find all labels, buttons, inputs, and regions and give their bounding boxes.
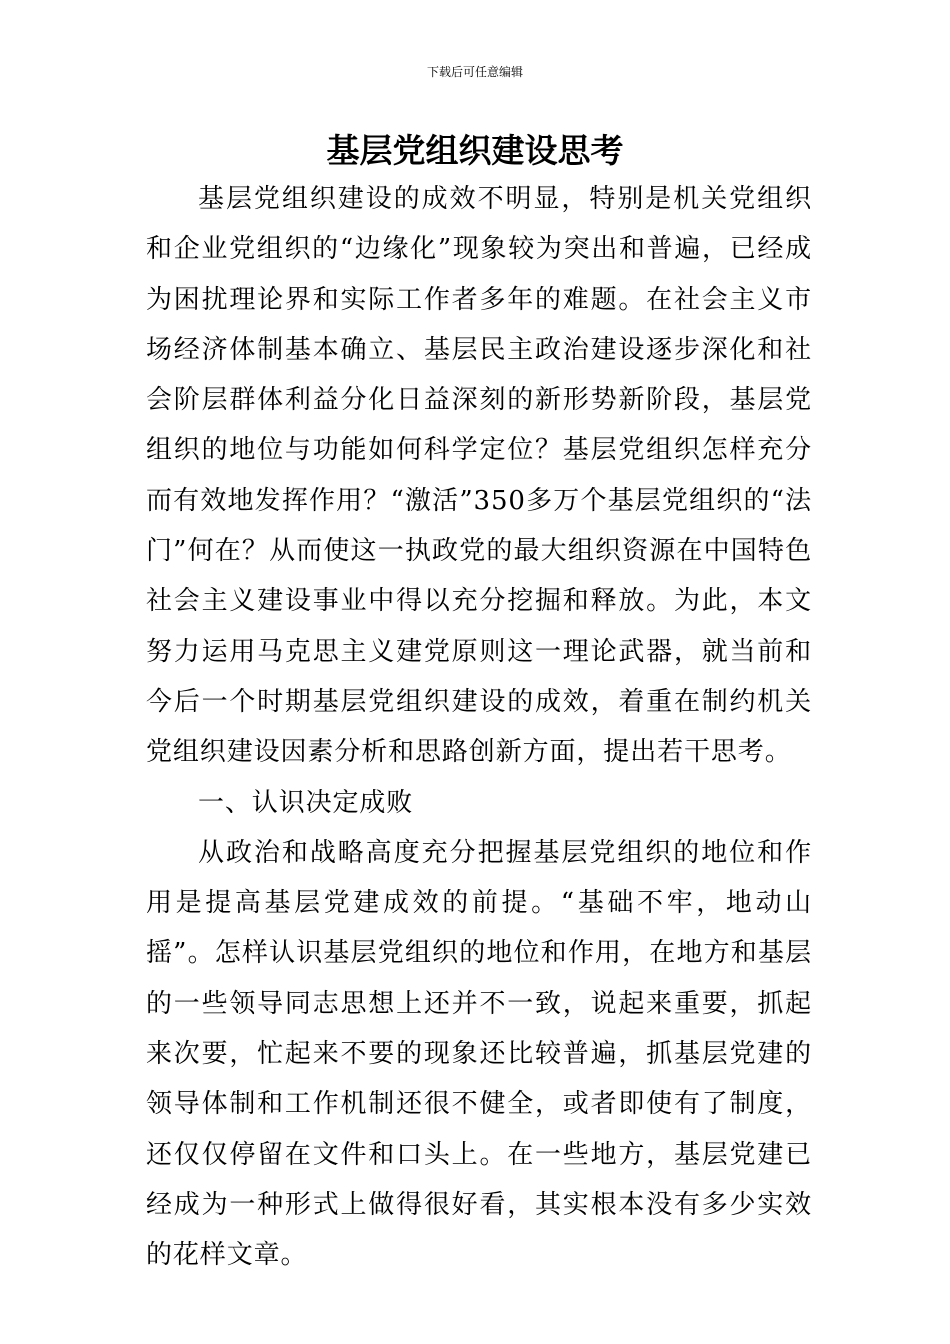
page-header-note: 下载后可任意编辑 [426,65,523,79]
section-heading: 一、认识决定成败 [198,787,414,818]
document-body [146,174,812,1281]
document-title: 基层党组织建设思考 [326,131,624,170]
intro-paragraph: 基层党组织建设的成效不明显，特别是机关党组织和企业党组织的“边缘化”现象较为突出和普遍，已经成为困扰理论界和实际工作者多年的难题。在社会主义市场经济体制基本确立、基层民主政治建设逐步深化和社会阶层群体利益分化日益深刻的新形势新阶段，基层党组织的地位与功能如何科学定位？基层党组织怎样充分而有效地发挥作用？“激活”350多万个基层党组织的“法门”何在？从而使这一执政党的最大组织资源在中国特色社会主义建设事业中得以充分挖掘和释放。为此，本文努力运用马克思主义建党原则这一理论武器，就当前和今后一个时期基层党组织建设的成效，着重在制约机关党组织建设因素分析和思路创新方面，提出若干思考。 [146,184,812,768]
section-paragraph: 从政治和战略高度充分把握基层党组织的地位和作用是提高基层党建成效的前提。“基础不牢，地动山摇”。怎样认识基层党组织的地位和作用，在地方和基层的一些领导同志思想上还并不一致，说起来重要，抓起来次要，忙起来不要的现象还比较普遍，抓基层党建的领导体制和工作机制还很不健全，或者即使有了制度，还仅仅停留在文件和口头上。在一些地方，基层党建已经成为一种形式上做得很好看，其实根本没有多少实效的花样文章。 [146,837,812,1271]
